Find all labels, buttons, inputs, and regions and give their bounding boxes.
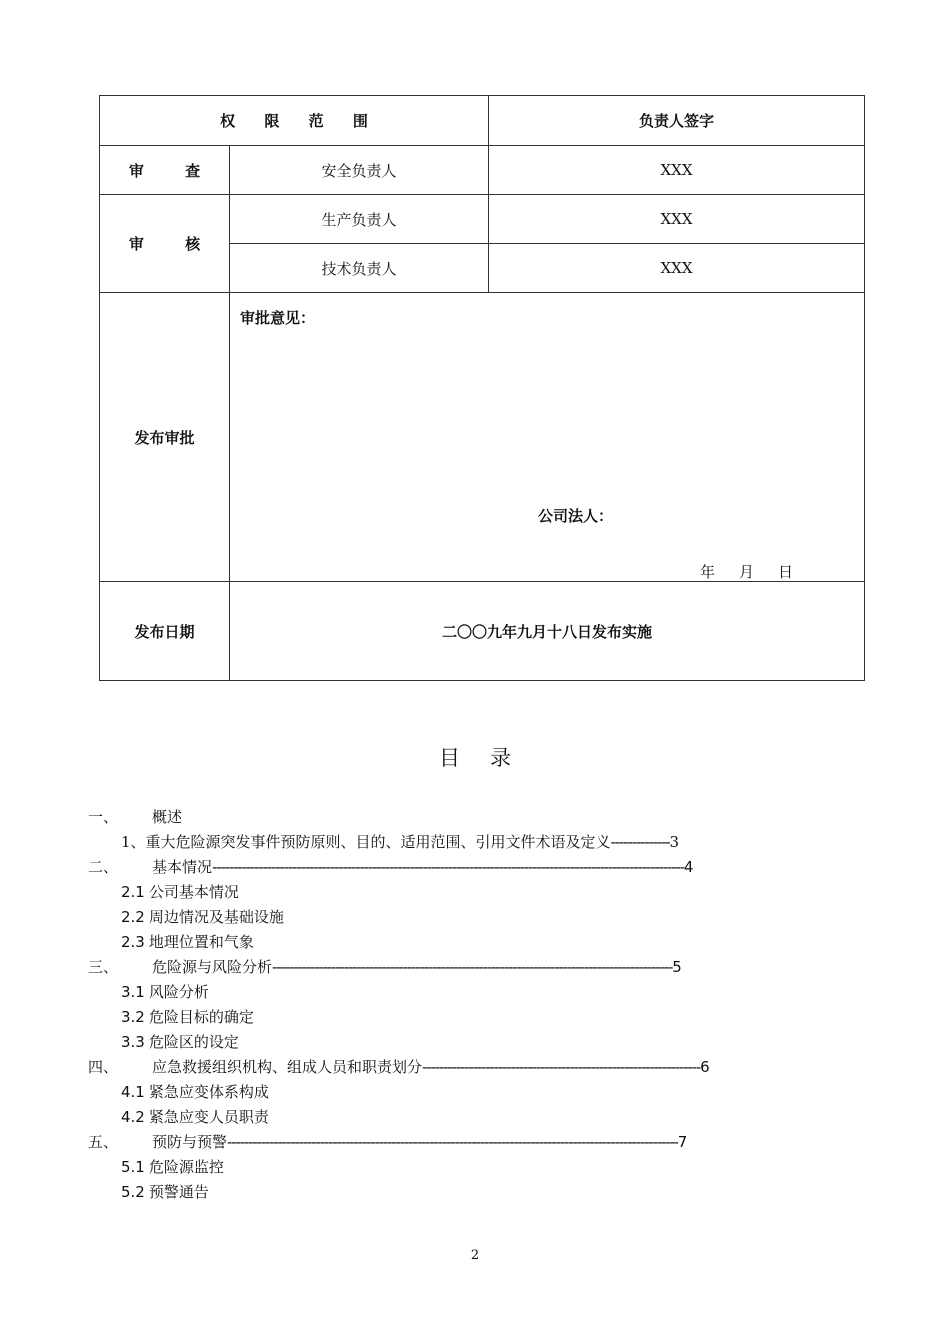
header-scope: 权 限 范 围	[100, 96, 489, 146]
review-role: 安全负责人	[230, 146, 489, 195]
toc-number: 5.1	[121, 1158, 145, 1176]
toc-leader: ----------------------------------------------------------------------------------------------------------------	[212, 858, 684, 876]
toc-text: 风险分析	[148, 983, 209, 1001]
toc-line[interactable]	[88, 980, 848, 1005]
toc-line[interactable]	[88, 830, 848, 855]
toc-number: 四、	[88, 1058, 119, 1076]
toc-text: 概述	[152, 808, 183, 826]
toc-leader: -----------------------------------------------------------------------------------------------	[272, 958, 673, 976]
toc-number: 3.1	[121, 983, 145, 1001]
toc-line[interactable]	[88, 1180, 848, 1205]
page-number: 2	[470, 1248, 480, 1263]
toc-number: 2.2	[121, 908, 145, 926]
toc-leader: --------------	[610, 833, 670, 851]
toc-text: 地理位置和气象	[148, 933, 254, 951]
table-of-contents	[88, 805, 848, 1205]
toc-text: 紧急应变体系构成	[148, 1083, 269, 1101]
toc-number: 3.2	[121, 1008, 145, 1026]
audit-role-technical: 技术负责人	[230, 244, 489, 293]
toc-text: 应急救援组织机构、组成人员和职责划分	[152, 1058, 423, 1076]
toc-text: 危险目标的确定	[148, 1008, 254, 1026]
toc-line[interactable]	[88, 1055, 848, 1080]
toc-text: 基本情况	[152, 858, 213, 876]
toc-text: 周边情况及基础设施	[148, 908, 284, 926]
toc-leader: -----------------------------------------------------------------------------------------------------------	[227, 1133, 678, 1151]
audit-label: 审 核	[100, 195, 230, 293]
audit-signer-production: XXX	[489, 195, 865, 244]
legal-person-label: 公司法人：	[538, 507, 614, 525]
header-signature: 负责人签字	[489, 96, 865, 146]
toc-line[interactable]	[88, 955, 848, 980]
publish-date-value: 二〇〇九年九月十八日发布实施	[230, 582, 865, 681]
toc-line[interactable]	[88, 805, 848, 830]
toc-leader: ------------------------------------------------------------------	[422, 1058, 701, 1076]
toc-line[interactable]	[88, 930, 848, 955]
toc-number: 4.1	[121, 1083, 145, 1101]
toc-text: 危险源监控	[148, 1158, 224, 1176]
toc-line[interactable]	[88, 1105, 848, 1130]
toc-number: 5.2	[121, 1183, 145, 1201]
approval-opinion-label: 审批意见：	[240, 309, 316, 327]
toc-number: 2.3	[121, 933, 145, 951]
toc-number: 4.2	[121, 1108, 145, 1126]
review-label: 审 查	[100, 146, 230, 195]
approval-table	[99, 95, 865, 681]
publish-approval-label: 发布审批	[100, 293, 230, 582]
toc-number: 五、	[88, 1133, 119, 1151]
toc-page-number: 3	[669, 833, 680, 851]
toc-line[interactable]	[88, 1130, 848, 1155]
review-signer: XXX	[489, 146, 865, 195]
toc-text: 公司基本情况	[148, 883, 239, 901]
toc-page-number: 6	[700, 1058, 710, 1076]
toc-line[interactable]	[88, 880, 848, 905]
toc-number: 二、	[88, 858, 119, 876]
toc-text: 危险区的设定	[148, 1033, 239, 1051]
toc-text: 预警通告	[148, 1183, 209, 1201]
toc-page-number: 5	[672, 958, 682, 976]
toc-line[interactable]	[88, 855, 848, 880]
audit-role-production: 生产负责人	[230, 195, 489, 244]
date-month: 月	[739, 563, 755, 581]
toc-page-number: 7	[677, 1133, 688, 1151]
toc-line[interactable]	[88, 1155, 848, 1180]
date-year: 年	[700, 563, 716, 581]
date-day: 日	[778, 563, 794, 581]
toc-text: 预防与预警	[152, 1133, 228, 1151]
toc-number: 一、	[88, 808, 119, 826]
toc-number: 三、	[88, 958, 119, 976]
toc-line[interactable]	[88, 905, 848, 930]
toc-title: 目录	[439, 746, 541, 770]
toc-text: 1、重大危险源突发事件预防原则、目的、适用范围、引用文件术语及定义	[121, 833, 611, 851]
approval-opinion-cell	[230, 293, 865, 582]
toc-line[interactable]	[88, 1030, 848, 1055]
toc-text: 紧急应变人员职责	[148, 1108, 269, 1126]
toc-page-number: 4	[683, 858, 694, 876]
publish-date-label: 发布日期	[100, 582, 230, 681]
toc-line[interactable]	[88, 1080, 848, 1105]
audit-signer-technical: XXX	[489, 244, 865, 293]
toc-number: 2.1	[121, 883, 145, 901]
toc-line[interactable]	[88, 1005, 848, 1030]
toc-number: 3.3	[121, 1033, 145, 1051]
approval-date-line	[700, 561, 817, 582]
toc-text: 危险源与风险分析	[152, 958, 273, 976]
